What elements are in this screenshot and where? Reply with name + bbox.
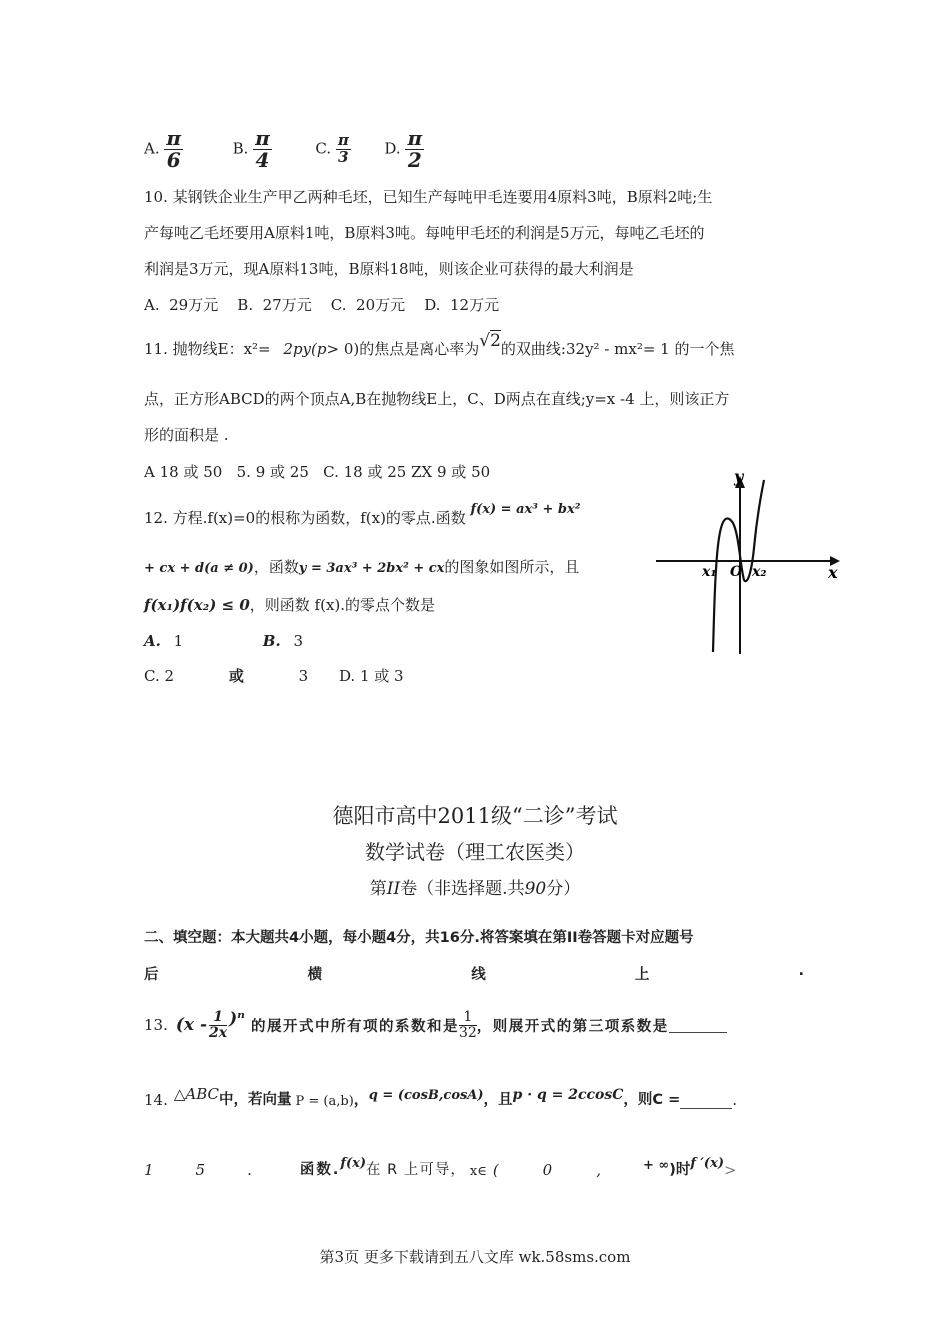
q11-line-2: 点，正方形ABCD的两个顶点A,B在抛物线E上，C、D两点在直线;y=x -4 上，则该正方 <box>144 390 730 408</box>
q14-end: . <box>732 1091 738 1109</box>
q13-expr-close: )ⁿ <box>229 1009 245 1030</box>
q12-text-d: ，则函数 f(x).的零点个数是 <box>249 596 436 614</box>
q9-option-a-fraction: $\frac{\pi}{6}$ <box>166 126 182 172</box>
exam-subtitle: 数学试卷（理工农医类） <box>365 840 585 864</box>
q12-option-a-label: A. <box>144 632 161 650</box>
q10-line-1: 10. 某钢铁企业生产甲乙两种毛坯，已知生产每吨甲毛连要用4原料3吨，B原料2吨;生 <box>144 188 713 206</box>
q13-sum-fraction: $\frac{1}{32}$ <box>458 1009 477 1041</box>
q10-options: A. 29万元 B. 27万元 C. 20万元 D. 12万元 <box>144 296 500 314</box>
q9-option-c-fraction: $\frac{\pi}{3}$ <box>337 131 349 166</box>
q12-option-a: 1 <box>173 632 184 650</box>
q12-option-d: D. 1 或 3 <box>338 667 404 685</box>
q12-text-c: 的图象如图所示，且 <box>444 558 580 576</box>
q9-option-d-fraction: $\frac{\pi}{2}$ <box>407 126 423 172</box>
spread-char-2: 横 <box>307 967 323 983</box>
q15-x-in: x∈ <box>469 1164 487 1179</box>
q12-line-3 <box>144 594 435 615</box>
q12-option-c-value: 3 <box>298 667 309 685</box>
q15 <box>144 1158 814 1179</box>
q14-comma: ， <box>353 1090 369 1108</box>
q14-text-b: ，且 <box>483 1092 513 1108</box>
x-axis-label: x <box>828 563 838 582</box>
q15-text-c: )时 <box>669 1162 691 1178</box>
q14-number: 14. <box>144 1091 168 1109</box>
volume-title-b: II <box>386 879 401 899</box>
q9-option-b-label: B. <box>232 139 249 158</box>
q15-zero: 0 <box>542 1161 553 1179</box>
q13-answer-blank[interactable] <box>669 1018 727 1033</box>
volume-title <box>0 874 950 899</box>
q13-text-a: 的展开式中所有项的系数和是 <box>250 1018 459 1035</box>
q12-options-cd <box>144 665 404 686</box>
q12-line-1 <box>144 502 581 528</box>
q14-vector-q: q = (cosB,cosA) <box>368 1088 484 1103</box>
spread-char-5: . <box>798 963 804 979</box>
spread-char-3: 线 <box>471 967 486 983</box>
q11-line-1 <box>144 331 735 359</box>
spread-char-1: 后 <box>144 967 159 983</box>
q12-options-ab <box>144 632 303 650</box>
spread-char-4: 上 <box>634 967 650 983</box>
q14-triangle: △ABC <box>173 1085 220 1103</box>
q15-text-b: 在 R 上可导， <box>366 1162 466 1178</box>
q15-text-a: 函数. <box>299 1162 341 1178</box>
q10-line-3: 利润是3万元，现A原料13吨，B原料18吨，则该企业可获得的最大利润是 <box>144 260 634 278</box>
volume-title-c: 卷（非选择题.共 <box>400 879 525 899</box>
q12-option-c-or: 或 <box>228 667 244 685</box>
q13-number: 13. <box>144 1016 168 1035</box>
q14-dot-product: p · q = 2ccosC <box>512 1087 624 1103</box>
q14-vector-p: P = (a,b) <box>295 1094 354 1109</box>
q12-condition: f(x₁)f(x₂) ≤ 0 <box>144 596 250 614</box>
q11-text-a: 11. 抛物线E：x²= <box>144 340 271 358</box>
q15-fx: f(x) <box>340 1156 367 1171</box>
q15-gt: > <box>724 1161 737 1179</box>
q14-text-a: 中，若向量 <box>219 1092 292 1108</box>
q13-text-b: ，则展开式的第三项系数是 <box>476 1018 669 1035</box>
q9-option-a-label: A. <box>144 139 160 158</box>
volume-title-d: 90 <box>524 879 547 899</box>
q10-line-2: 产每吨乙毛坯要用A原料1吨，B原料3吨。每吨甲毛坯的利润是5万元，每吨乙毛坯的 <box>144 224 705 242</box>
q9-options <box>144 128 424 171</box>
q12-option-c: C. 2 <box>144 667 175 685</box>
part2-instructions-2 <box>144 963 804 984</box>
volume-title-a: 第 <box>369 879 387 899</box>
q11-text-d: 的双曲线:32y² - mx²= 1 的一个焦 <box>500 340 735 358</box>
q9-option-c-label: C. <box>315 139 332 158</box>
q11-text-b: 2py(p> <box>283 340 340 358</box>
exam-title: 德阳市高中2011级“二诊”考试 <box>332 804 618 828</box>
page-footer: 第3页 更多下载请到五八文库 wk.58sms.com <box>319 1248 631 1266</box>
q12-text-b: ，函数 <box>253 558 299 576</box>
q14-text-c: ，则C = <box>623 1092 681 1108</box>
q9-option-b-fraction: $\frac{\pi}{4}$ <box>255 126 270 172</box>
q12-option-b: 3 <box>293 632 303 650</box>
q13-expr-open: (x - <box>175 1015 208 1036</box>
q11-text-c: 0)的焦点是离心率为 <box>343 340 480 358</box>
q15-derivative: f ′(x) <box>690 1156 724 1171</box>
q12-text-a: 12. 方程.f(x)=0的根称为函数，f(x)的零点.函数 <box>144 509 466 527</box>
q12-domain: + cx + d(a ≠ 0) <box>144 561 254 576</box>
y-axis-label: y <box>734 468 744 486</box>
q11-line-3: 形的面积是 . <box>144 426 229 444</box>
part2-instructions: 二、填空题：本大题共4小题，每小题4分，共16分.将答案填在第II卷答题卡对应题号 <box>144 930 694 946</box>
q12-derivative: y = 3ax³ + 2bx² + cx <box>298 561 445 576</box>
volume-title-e: 分） <box>546 879 581 899</box>
q13 <box>144 1010 727 1040</box>
q15-infinity: + ∞ <box>643 1158 670 1173</box>
sqrt-2: √2 <box>479 331 501 351</box>
q12-line-2 <box>144 556 579 577</box>
q13-fraction: $\frac{1}{2x}$ <box>209 1009 228 1041</box>
q15-paren: ( <box>492 1161 499 1179</box>
x2-label: x₂ <box>752 564 767 580</box>
q11-options: A 18 或 50 5. 9 或 25 C. 18 或 25 ZX 9 或 50 <box>144 463 491 481</box>
origin-label: O <box>730 564 743 580</box>
q14 <box>144 1085 738 1109</box>
q15-number-1: 1 <box>144 1161 154 1179</box>
x1-label: x₁ <box>702 564 717 580</box>
q9-option-d-label: D. <box>384 139 401 158</box>
q12-option-b-label: B. <box>262 632 281 650</box>
q12-function: f(x) = ax³ + bx² <box>470 502 581 517</box>
cubic-graph <box>650 468 850 658</box>
q15-dot: . <box>247 1161 252 1179</box>
q15-number-2: 5 <box>195 1161 206 1179</box>
q14-answer-blank[interactable] <box>680 1094 732 1109</box>
q15-comma: , <box>596 1161 601 1179</box>
